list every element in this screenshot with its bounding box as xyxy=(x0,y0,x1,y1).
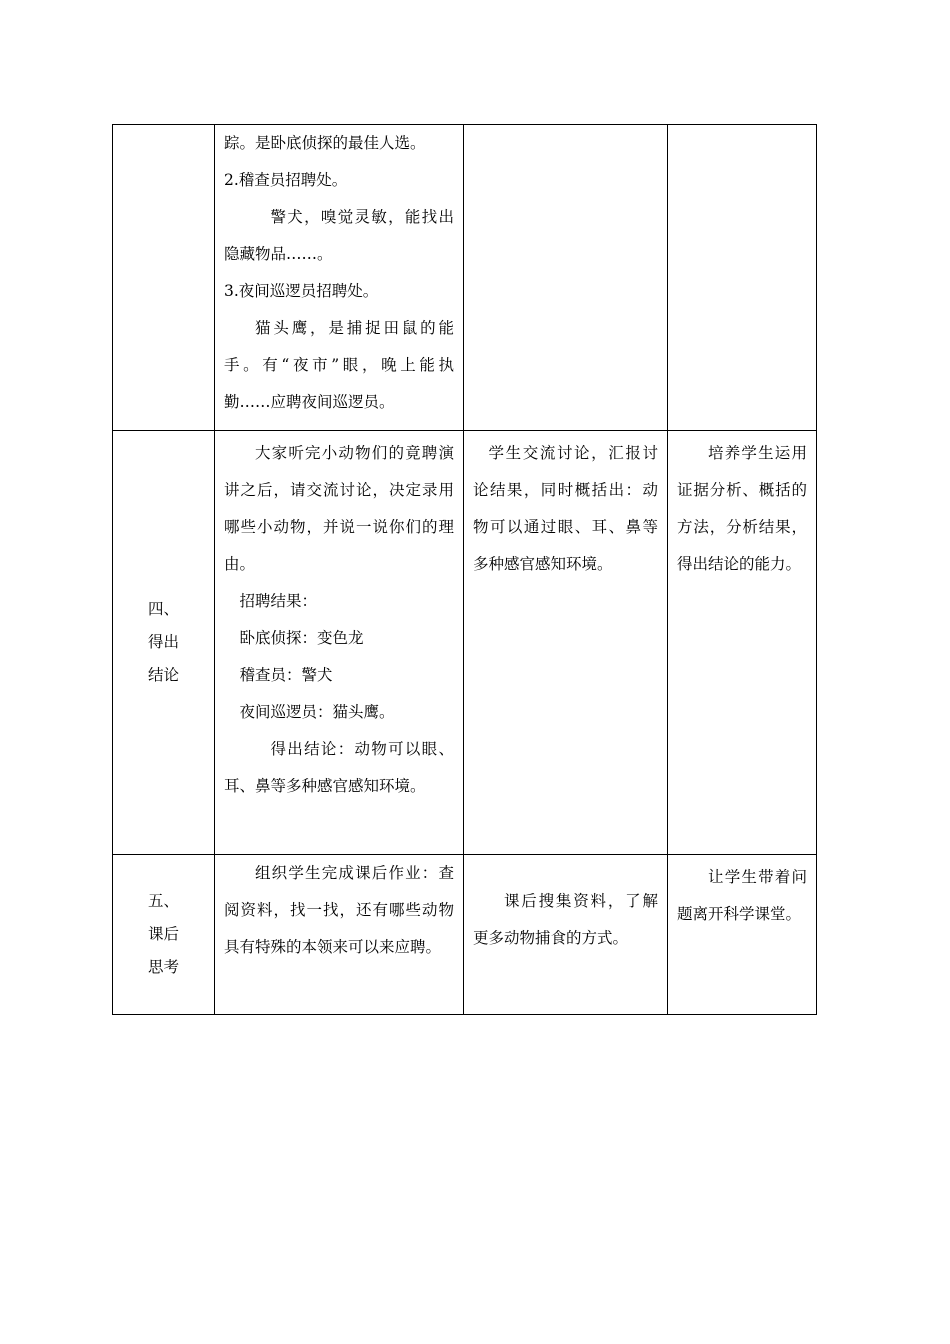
design-intent-cell xyxy=(668,125,817,431)
stage-label: 五、 xyxy=(147,892,179,910)
content-cell xyxy=(215,125,464,431)
student-activity-cell xyxy=(464,125,668,431)
stage-label: 四、 xyxy=(147,600,179,618)
stage-cell xyxy=(113,125,215,431)
design-intent-cell xyxy=(668,855,817,1015)
design-intent-text: 让学生带着问题离开科学课堂。 xyxy=(677,868,807,923)
content-paragraph: 卧底侦探：变色龙 xyxy=(239,629,364,647)
content-paragraph: 得出结论：动物可以眼、耳、鼻等多种感官感知环境。 xyxy=(224,740,454,795)
content-paragraph: 大家听完小动物们的竟聘演讲之后，请交流讨论，决定录用哪些小动物，并说一说你们的理由。 xyxy=(224,444,454,573)
stage-label: 思考 xyxy=(147,958,179,976)
content-cell xyxy=(215,431,464,855)
lesson-plan-table xyxy=(112,124,817,1015)
design-intent-text: 培养学生运用证据分析、概括的方法，分析结果，得出结论的能力。 xyxy=(677,444,807,573)
table-row xyxy=(113,431,817,855)
student-activity-cell xyxy=(464,431,668,855)
table-row xyxy=(113,855,817,1015)
content-cell xyxy=(215,855,464,1015)
stage-label: 结论 xyxy=(147,666,179,684)
student-activity-cell xyxy=(464,855,668,1015)
stage-cell xyxy=(113,431,215,855)
content-paragraph: 踪。是卧底侦探的最佳人选。 xyxy=(224,134,426,152)
stage-cell xyxy=(113,855,215,1015)
content-paragraph: 招聘结果： xyxy=(239,592,318,610)
content-paragraph: 夜间巡逻员：猫头鹰。 xyxy=(239,703,395,721)
table-row xyxy=(113,125,817,431)
student-activity-text: 课后搜集资料，了解更多动物捕食的方式。 xyxy=(473,892,658,947)
content-paragraph: 稽查员：警犬 xyxy=(239,666,333,684)
content-paragraph: 组织学生完成课后作业：查阅资料，找一找，还有哪些动物具有特殊的本领来可以来应聘。 xyxy=(224,864,454,956)
stage-label: 课后 xyxy=(147,925,179,943)
content-paragraph: 猫头鹰，是捕捉田鼠的能手。有“夜市”眼，晚上能执勤……应聘夜间巡逻员。 xyxy=(224,319,454,411)
stage-label: 得出 xyxy=(147,633,179,651)
content-paragraph: 3.夜间巡逻员招聘处。 xyxy=(224,282,379,300)
design-intent-cell xyxy=(668,431,817,855)
student-activity-text: 学生交流讨论，汇报讨论结果，同时概括出：动物可以通过眼、耳、鼻等多种感官感知环境。 xyxy=(473,444,658,573)
content-paragraph: 2.稽查员招聘处。 xyxy=(224,171,348,189)
content-paragraph: 警犬，嗅觉灵敏，能找出隐藏物品……。 xyxy=(224,208,454,263)
